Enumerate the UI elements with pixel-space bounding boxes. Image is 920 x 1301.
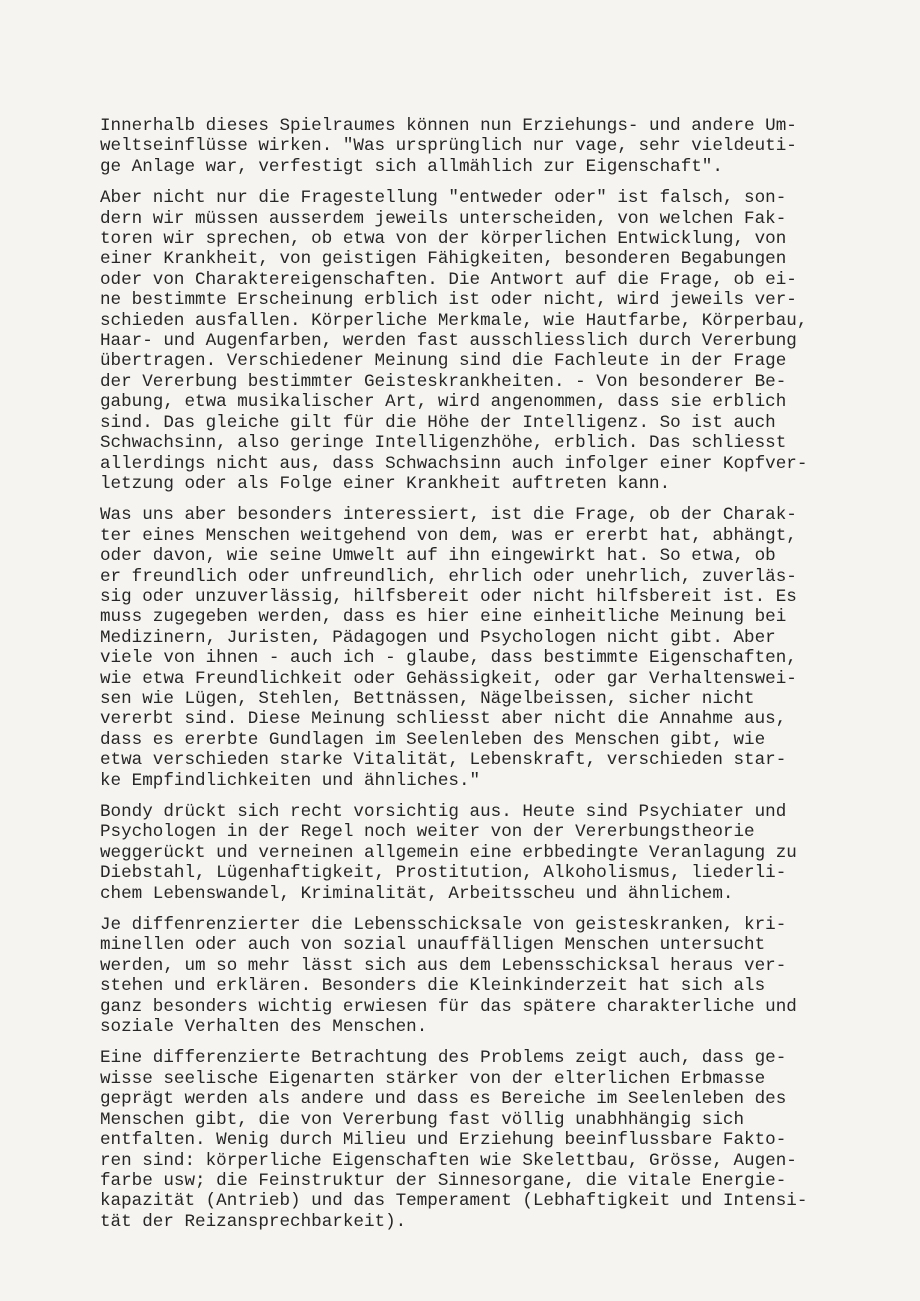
paragraph: [100, 116, 840, 177]
text-line: Medizinern, Juristen, Pädagogen und Psychologen nicht gibt. Aber: [100, 627, 776, 648]
text-line: muss zugegeben werden, dass es hier eine einheitliche Meinung bei: [100, 607, 787, 628]
text-line: oder von Charaktereigenschaften. Die Antwort auf die Frage, ob ei-: [100, 269, 797, 290]
text-line: sig oder unzuverlässig, hilfsbereit oder nicht hilfsbereit ist. Es: [100, 586, 797, 607]
text-line: ke Empfindlichkeiten und ähnliches.": [100, 770, 481, 791]
text-line: wisse seelische Eigenarten stärker von der elterlichen Erbmasse: [100, 1068, 766, 1089]
text-line: minellen oder auch von sozial unauffälligen Menschen untersucht: [100, 935, 766, 956]
text-line: wie etwa Freundlichkeit oder Gehässigkeit, oder gar Verhaltenswei-: [100, 668, 797, 689]
text-line: Haar- und Augenfarben, werden fast ausschliesslich durch Vererbung: [100, 331, 797, 352]
text-line: Menschen gibt, die von Vererbung fast völlig unabhhängig sich: [100, 1109, 745, 1130]
text-line: der Vererbung bestimmter Geisteskrankheiten. - Von besonderer Be-: [100, 371, 787, 392]
paragraph: [100, 1048, 840, 1232]
text-line: weltseinflüsse wirken. "Was ursprünglich nur vage, sehr vieldeuti-: [100, 136, 797, 157]
text-line: viele von ihnen - auch ich - glaube, dass bestimmte Eigenschaften,: [100, 648, 797, 669]
text-line: einer Krankheit, von geistigen Fähigkeiten, besonderen Begabungen: [100, 249, 787, 270]
text-line: toren wir sprechen, ob etwa von der körperlichen Entwicklung, von: [100, 229, 787, 250]
text-line: ge Anlage war, verfestigt sich allmählich zur Eigenschaft".: [100, 156, 723, 177]
text-line: stehen und erklären. Besonders die Kleinkinderzeit hat sich als: [100, 976, 766, 997]
text-line: Was uns aber besonders interessiert, ist die Frage, ob der Charak-: [100, 505, 797, 526]
text-line: er freundlich oder unfreundlich, ehrlich oder unehrlich, zuverläs-: [100, 566, 797, 587]
text-line: etwa verschieden starke Vitalität, Lebenskraft, verschieden star-: [100, 750, 787, 771]
text-line: Bondy drückt sich recht vorsichtig aus. Heute sind Psychiater und: [100, 802, 787, 822]
text-line: schieden ausfallen. Körperliche Merkmale, wie Hautfarbe, Körperbau,: [100, 310, 808, 331]
text-line: soziale Verhalten des Menschen.: [100, 1017, 428, 1038]
paragraph: [100, 915, 840, 1037]
text-line: dern wir müssen ausserdem jeweils unterscheiden, von welchen Fak-: [100, 208, 787, 229]
text-line: übertragen. Verschiedener Meinung sind die Fachleute in der Frage: [100, 351, 787, 372]
text-line: weggerückt und verneinen allgemein eine erbbedingte Veranlagung zu: [100, 842, 797, 863]
text-line: Diebstahl, Lügenhaftigkeit, Prostitution, Alkoholismus, liederli-: [100, 863, 787, 884]
text-line: Eine differenzierte Betrachtung des Problems zeigt auch, dass ge-: [100, 1048, 787, 1069]
text-line: allerdings nicht aus, dass Schwachsinn auch infolger einer Kopfver-: [100, 453, 808, 474]
text-line: sind. Das gleiche gilt für die Höhe der Intelligenz. So ist auch: [100, 412, 776, 433]
text-line: ren sind: körperliche Eigenschaften wie Skelettbau, Grösse, Augen-: [100, 1150, 797, 1171]
text-line: gabung, etwa musikalischer Art, wird angenommen, dass sie erblich: [100, 392, 787, 413]
paragraph: [100, 505, 840, 791]
text-line: geprägt werden als andere und dass es Bereiche im Seelenleben des: [100, 1089, 787, 1110]
text-line: ganz besonders wichtig erwiesen für das spätere charakterliche und: [100, 996, 797, 1017]
typewritten-text: [100, 116, 840, 1243]
text-line: vererbt sind. Diese Meinung schliesst aber nicht die Annahme aus,: [100, 709, 787, 730]
text-line: dass es ererbte Gundlagen im Seelenleben des Menschen gibt, wie: [100, 729, 766, 750]
text-line: entfalten. Wenig durch Milieu und Erziehung beeinflussbare Fakto-: [100, 1130, 787, 1151]
text-line: Psychologen in der Regel noch weiter von der Vererbungstheorie: [100, 822, 755, 843]
text-line: Je diffenrenzierter die Lebensschicksale von geisteskranken, kri-: [100, 915, 787, 936]
paragraph: [100, 188, 840, 494]
text-line: tät der Reizansprechbarkeit).: [100, 1211, 407, 1232]
text-line: oder davon, wie seine Umwelt auf ihn eingewirkt hat. So etwa, ob: [100, 546, 776, 567]
text-line: sen wie Lügen, Stehlen, Bettnässen, Nägelbeissen, sicher nicht: [100, 688, 755, 709]
text-line: Aber nicht nur die Fragestellung "entweder oder" ist falsch, son-: [100, 188, 787, 209]
text-line: letzung oder als Folge einer Krankheit auftreten kann.: [100, 473, 671, 494]
text-line: werden, um so mehr lässt sich aus dem Lebensschicksal heraus ver-: [100, 955, 787, 976]
text-line: farbe usw; die Feinstruktur der Sinnesorgane, die vitale Energie-: [100, 1170, 787, 1191]
text-line: kapazität (Antrieb) und das Temperament (Lebhaftigkeit und Intensi-: [100, 1191, 808, 1212]
paragraph: [100, 802, 840, 904]
text-line: ne bestimmte Erscheinung erblich ist oder nicht, wird jeweils ver-: [100, 290, 797, 311]
text-line: chem Lebenswandel, Kriminalität, Arbeitsscheu und ähnlichem.: [100, 883, 734, 904]
text-line: ter eines Menschen weitgehend von dem, was er ererbt hat, abhängt,: [100, 525, 797, 546]
text-line: Schwachsinn, also geringe Intelligenzhöhe, erblich. Das schliesst: [100, 433, 787, 454]
text-line: Innerhalb dieses Spielraumes können nun Erziehungs- und andere Um-: [100, 116, 797, 136]
